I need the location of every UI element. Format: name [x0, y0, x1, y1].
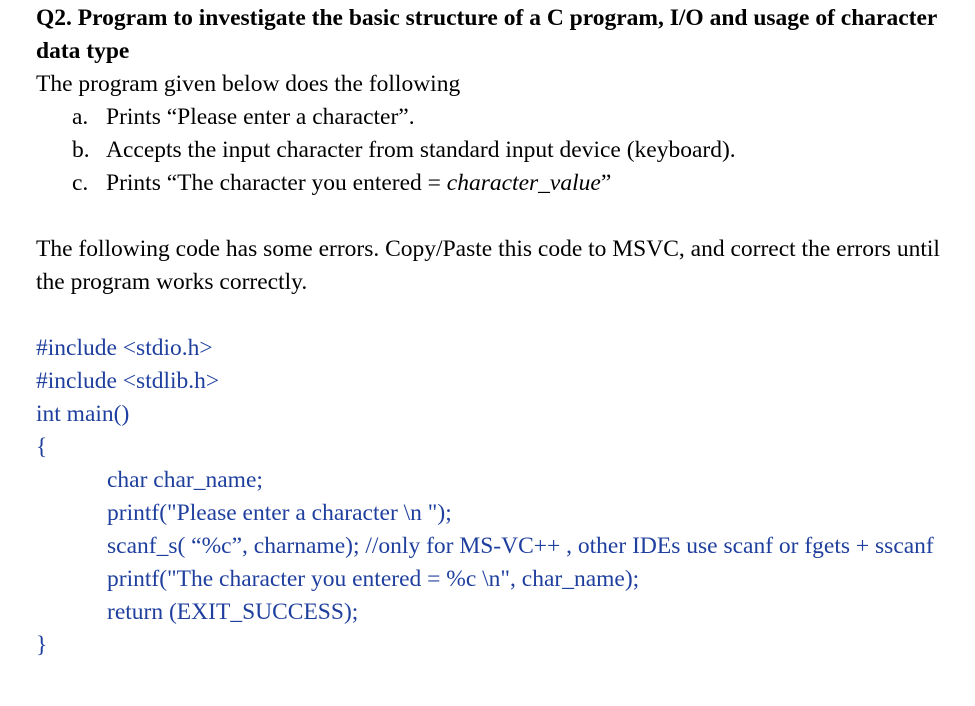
code-line-return: return (EXIT_SUCCESS);: [107, 599, 359, 625]
code-open-brace: {: [36, 434, 48, 460]
code-include-stdio: #include <stdio.h>: [36, 335, 213, 361]
step-c-text-suffix: ”: [600, 170, 612, 196]
step-b-marker: b.: [72, 137, 90, 163]
question-title-line2: data type: [36, 38, 130, 64]
step-a: [72, 102, 415, 132]
step-c-text-prefix: Prints “The character you entered =: [106, 170, 447, 196]
code-include-stdlib: #include <stdlib.h>: [36, 368, 220, 394]
step-c-text-italic: character_value: [446, 170, 601, 196]
code-line-printf-prompt: printf("Please enter a character \n ");: [107, 500, 452, 526]
question-title-line1: Q2. Program to investigate the basic structure of a C program, I/O and usage of character: [36, 5, 938, 31]
instruction-line2: the program works correctly.: [36, 269, 308, 295]
code-line-declaration: char char_name;: [107, 467, 263, 493]
code-line-printf-result: printf("The character you entered = %c \n", char_name);: [107, 566, 640, 592]
step-c-marker: c.: [72, 170, 89, 196]
step-b: [72, 135, 736, 165]
code-main-signature: int main(): [36, 401, 130, 427]
code-line-scanf: scanf_s( “%c”, charname); //only for MS-VC++ , other IDEs use scanf or fgets + sscanf: [107, 533, 934, 559]
step-a-marker: a.: [72, 104, 89, 130]
instruction-line1: The following code has some errors. Copy/Paste this code to MSVC, and correct the errors until: [36, 236, 940, 262]
step-a-text: Prints “Please enter a character”.: [106, 104, 415, 130]
code-close-brace: }: [36, 632, 48, 658]
step-c: [72, 168, 611, 198]
intro-text: The program given below does the following: [36, 71, 461, 97]
step-b-text: Accepts the input character from standard input device (keyboard).: [106, 137, 736, 163]
